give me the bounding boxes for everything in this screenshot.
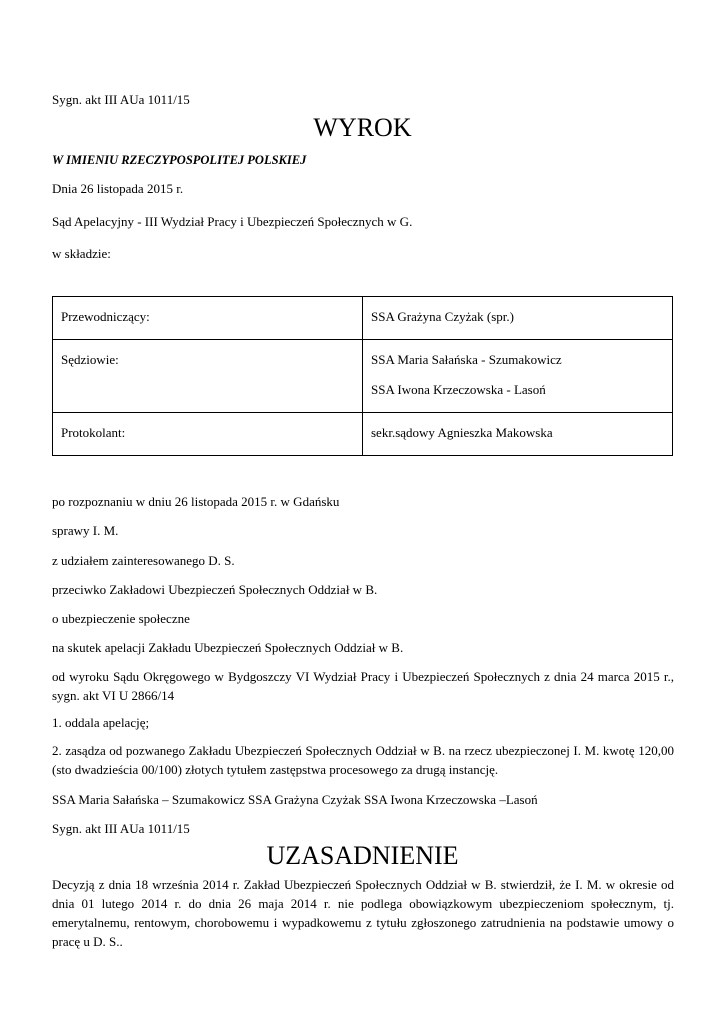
judgment-date: Dnia 26 listopada 2015 r. (52, 181, 184, 196)
subject-line: o ubezpieczenie społeczne (52, 611, 190, 626)
ruling-point-2: 2. zasądza od pozwanego Zakładu Ubezpieczeń Społecznych Oddział w B. na rzecz ubezpieczonej I. M. kwotę 120,00 (sto dwadzieścia 00/100) złotych tytułem zastępstwa procesowego za drugą instancję. (52, 743, 674, 777)
judgment-from-paragraph: od wyroku Sądu Okręgowego w Bydgoszczy VI Wydział Pracy i Ubezpieczeń Społecznych z dnia 24 marca 2015 r., sygn. akt VI U 2866/14 (52, 669, 674, 703)
table-cell-label: Protokolant: (53, 413, 363, 456)
table-cell-value: sekr.sądowy Agnieszka Makowska (363, 413, 673, 456)
hearing-line: po rozpoznaniu w dniu 26 listopada 2015 r. w Gdańsku (52, 494, 340, 509)
case-reference-2: Sygn. akt III AUa 1011/15 (52, 821, 190, 836)
appeal-line: na skutek apelacji Zakładu Ubezpieczeń Społecznych Oddział w B. (52, 640, 404, 655)
table-row (53, 413, 673, 456)
composition-intro: w składzie: (52, 246, 111, 261)
table-row (53, 340, 673, 413)
table-cell-label: Przewodniczący: (53, 297, 363, 340)
table-cell-value: SSA Maria Sałańska - Szumakowicz SSA Iwona Krzeczowska - Lasoń (363, 340, 673, 413)
justification-title: UZASADNIENIE (266, 841, 459, 870)
case-reference: Sygn. akt III AUa 1011/15 (52, 92, 190, 107)
participant-line: z udziałem zainteresowanego D. S. (52, 553, 235, 568)
table-row (53, 297, 673, 340)
judgment-title: WYROK (313, 113, 412, 142)
justification-paragraph: Decyzją z dnia 18 września 2014 r. Zakład Ubezpieczeń Społecznych Oddział w B. stwierdził, że I. M. w okresie od dnia 01 lutego 2014 r. do dnia 26 maja 2014 r. nie podlega obowiązkowym ubezpieczeniom społecznym, tj. emerytalnemu, rentowym, chorobowemu i wypadkowemu z tytułu zgłoszonego zatrudnienia na podstawie umowy o pracę u D. S.. (52, 877, 674, 949)
ruling-point-1: 1. oddala apelację; (52, 715, 150, 730)
table-cell-label: Sędziowie: (53, 340, 363, 413)
signatures-line: SSA Maria Sałańska – Szumakowicz SSA Grażyna Czyżak SSA Iwona Krzeczowska –Lasoń (52, 792, 538, 807)
case-of-line: sprawy I. M. (52, 523, 119, 538)
court-name: Sąd Apelacyjny - III Wydział Pracy i Ubezpieczeń Społecznych w G. (52, 214, 413, 229)
against-line: przeciwko Zakładowi Ubezpieczeń Społecznych Oddział w B. (52, 582, 378, 597)
table-cell-value: SSA Grażyna Czyżak (spr.) (363, 297, 673, 340)
composition-table (52, 296, 673, 456)
judgment-subtitle: W IMIENIU RZECZYPOSPOLITEJ POLSKIEJ (52, 153, 307, 167)
